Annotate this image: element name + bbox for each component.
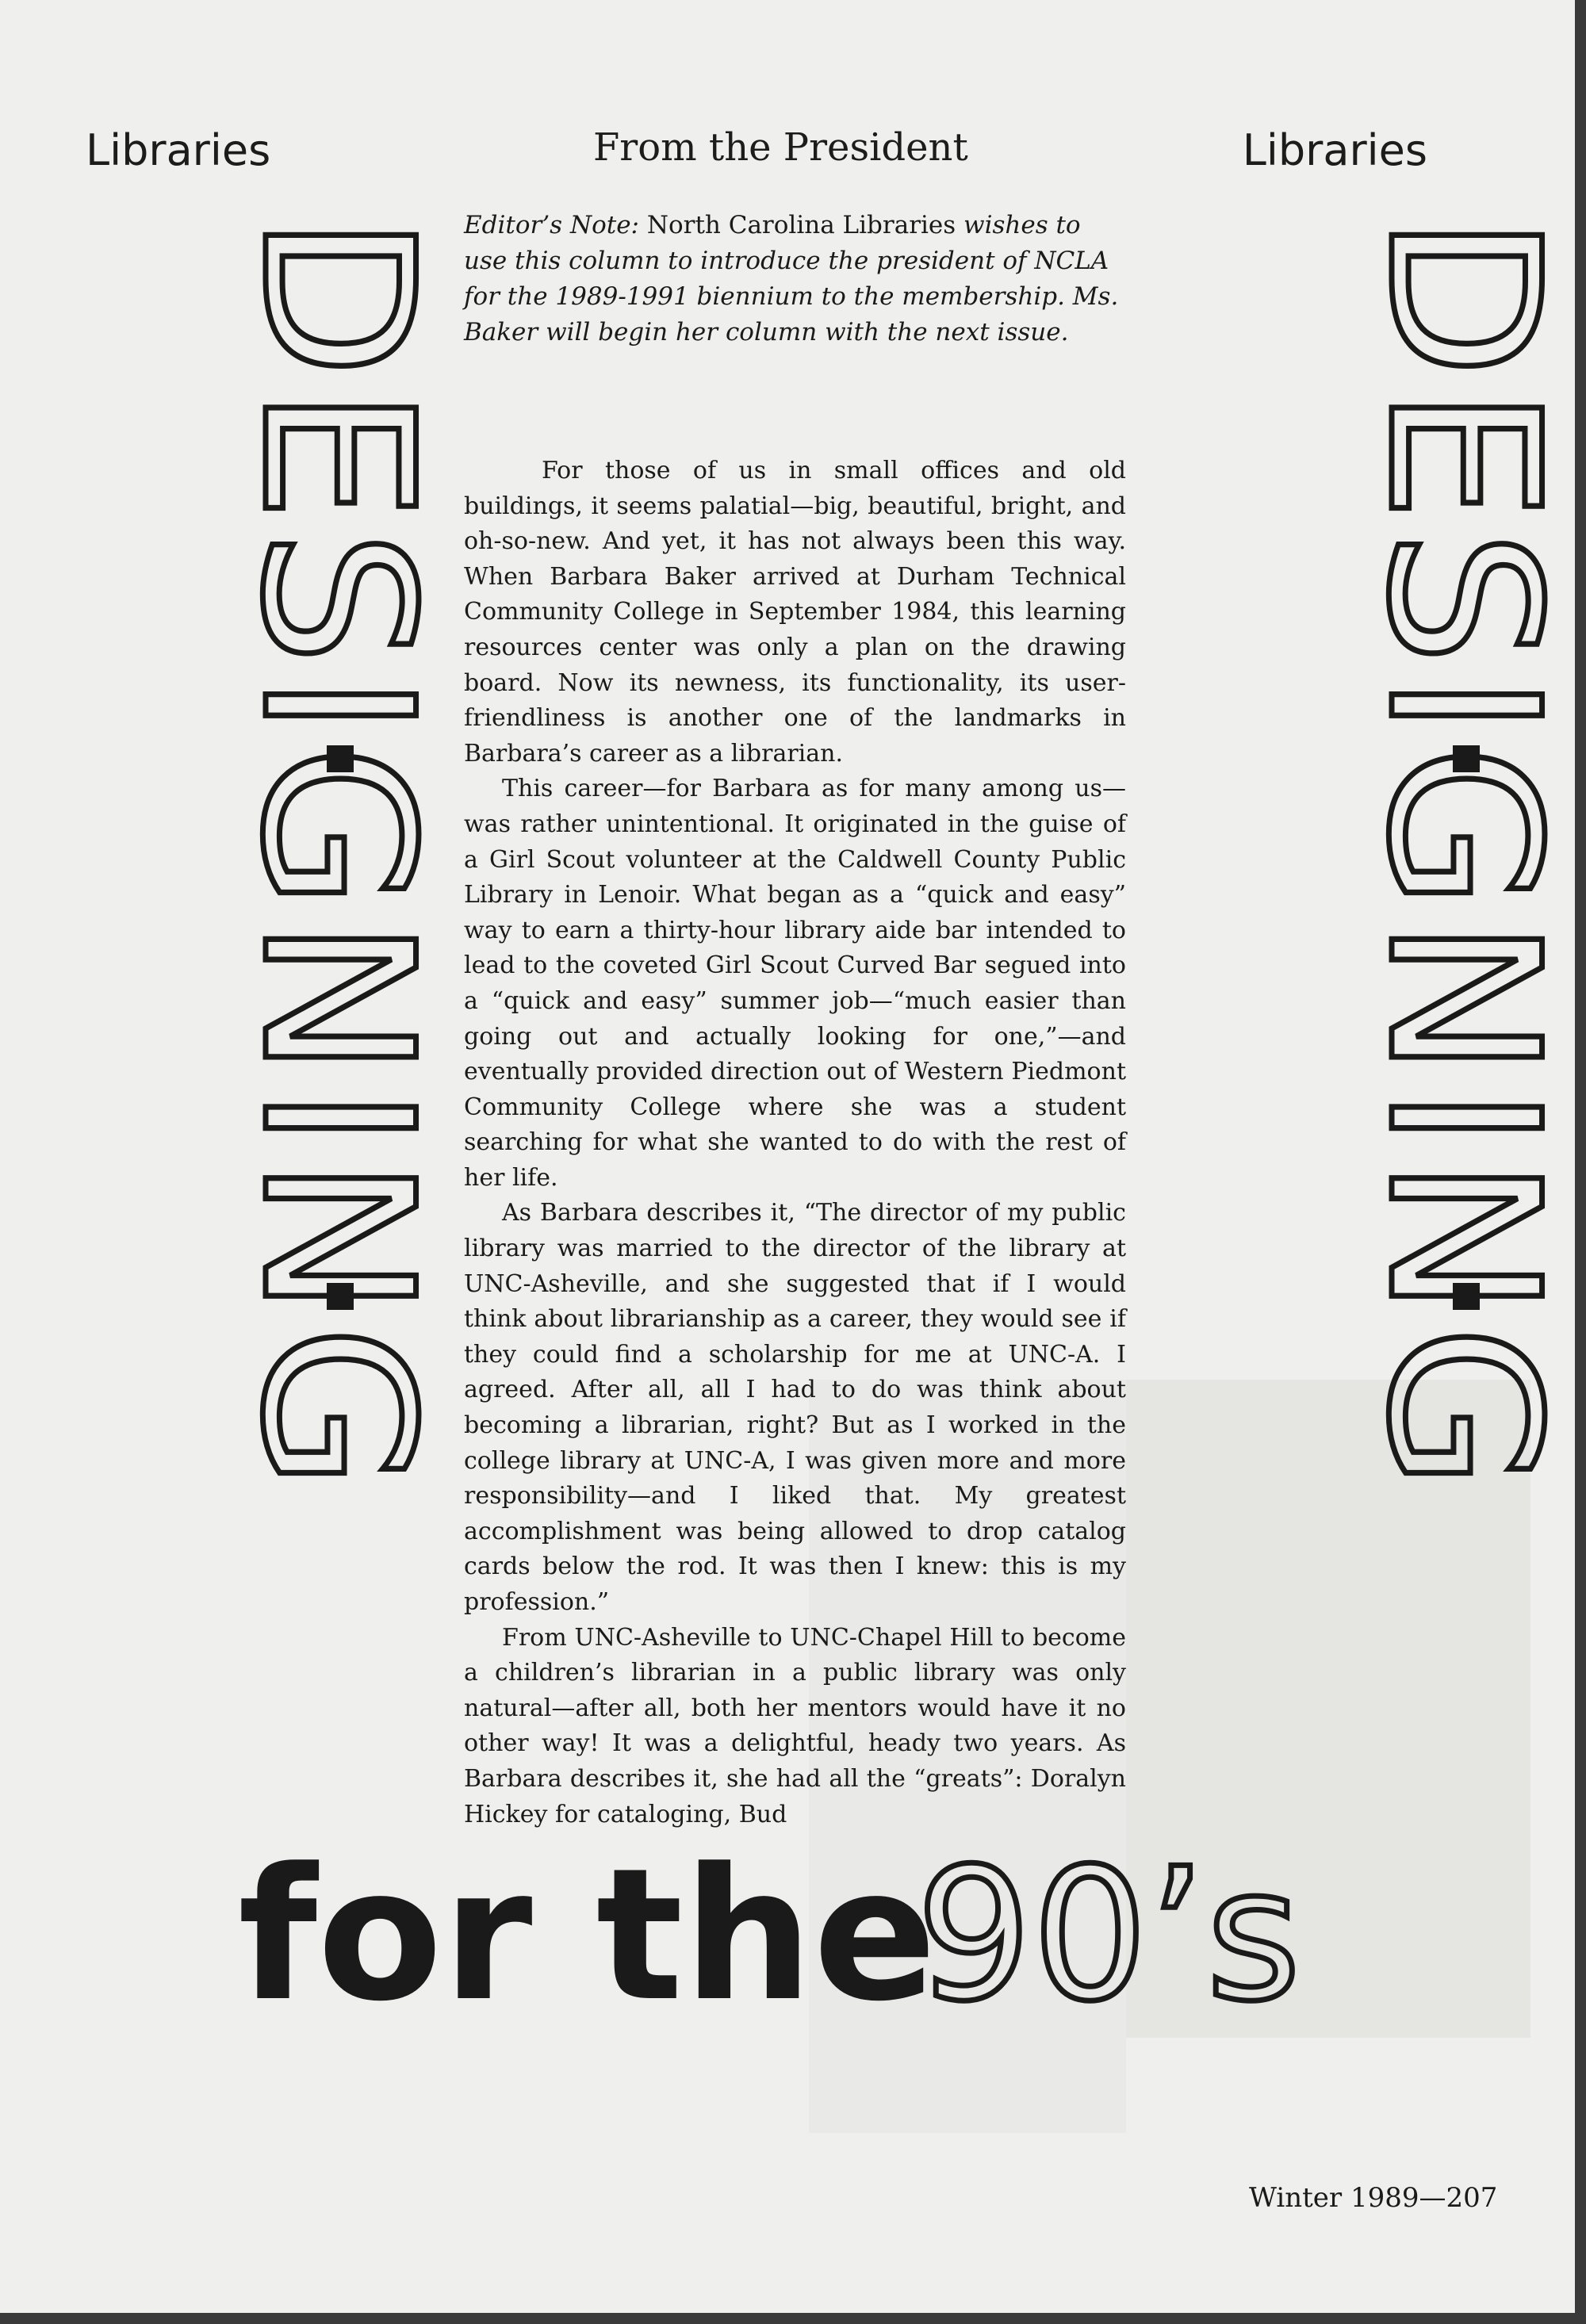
headline-outline-text: 90’s — [916, 1830, 1301, 2042]
folio: Winter 1989—207 — [1249, 2182, 1498, 2214]
vertical-word-right — [1205, 214, 1582, 1514]
article-paragraph: From UNC-Asheville to UNC-Chapel Hill to become a children’s librarian in a public library was only natural—after all, both her mentors would have it no other way! It was a delightful, heady two years. As Barbara describes it, she had all the “greats”: Doralyn Hickey for cataloging, Bud — [464, 1623, 1126, 1828]
article-paragraph: This career—for Barbara as for many among us—was rather unintentional. It originated in the guise of a Girl Scout volunteer at the Caldwell County Public Library in Lenoir. What began as a “quick and easy” way to earn a thirty-hour library aide bar intended to lead to the coveted Girl Scout Curved Bar segued into a “quick and easy” summer job—“much easier than going out and actually looking for one,”—and eventually provided direction out of Western Piedmont Community College where she was a student searching for what she wanted to do with the rest of her life. — [464, 775, 1126, 1192]
vertical-word-left — [79, 214, 456, 1514]
editor-note — [464, 208, 1126, 350]
article-paragraph: As Barbara describes it, “The director of my public library was married to the director of the library at UNC-Asheville, and she suggested that if I would think about librarianship as a career, they would see if they could find a scholarship for me at UNC-A. I agreed. After all, all I had to do was think about becoming a librarian, right? But as I worked in the college library at UNC-A, I was given more and more responsibility—and I liked that. My greatest accomplishment was being allowed to drop catalog cards below the rod. It was then I knew: this is my profession.” — [464, 1199, 1126, 1616]
editor-note-text: wishes to use this column to introduce the president of NCLA for the 1989-1991 biennium to the membership. Ms. Baker will begin her column with the next issue. — [464, 211, 1119, 346]
bullet-square — [327, 1283, 354, 1310]
bullet-square — [327, 745, 354, 772]
article-paragraph: For those of us in small offices and old buildings, it seems palatial—big, beautiful, bright, and oh-so-new. And yet, it has not always been this way. When Barbara Baker arrived at Durham Technical Community College in September 1984, this learning resources center was only a plan on the drawing board. Now its newness, its functionality, its user-friendliness is another one of the landmarks in Barbara’s career as a librarian. — [464, 457, 1126, 768]
running-head-left: Libraries — [86, 125, 271, 175]
bullet-square — [1453, 745, 1480, 772]
headline-solid-text: for the — [238, 1830, 937, 2042]
bullet-square — [1453, 1283, 1480, 1310]
vertical-word-right-graphic — [1205, 214, 1582, 1514]
headline — [238, 1800, 1348, 2069]
vertical-word-left-graphic — [79, 214, 456, 1514]
page-bottom-shadow — [0, 2313, 1586, 2324]
article-body — [464, 454, 1126, 1832]
running-head-right: Libraries — [1242, 125, 1427, 175]
section-title: From the President — [593, 125, 968, 170]
vertical-word-right-text: DESIGNING — [1343, 214, 1582, 1455]
vertical-word-left-text: DESIGNING — [216, 214, 456, 1455]
editor-note-source: North Carolina Libraries — [646, 211, 956, 239]
headline-graphic — [238, 1800, 1348, 2069]
page-edge-shadow — [1575, 0, 1586, 2324]
editor-note-label: Editor’s Note: — [464, 211, 639, 239]
